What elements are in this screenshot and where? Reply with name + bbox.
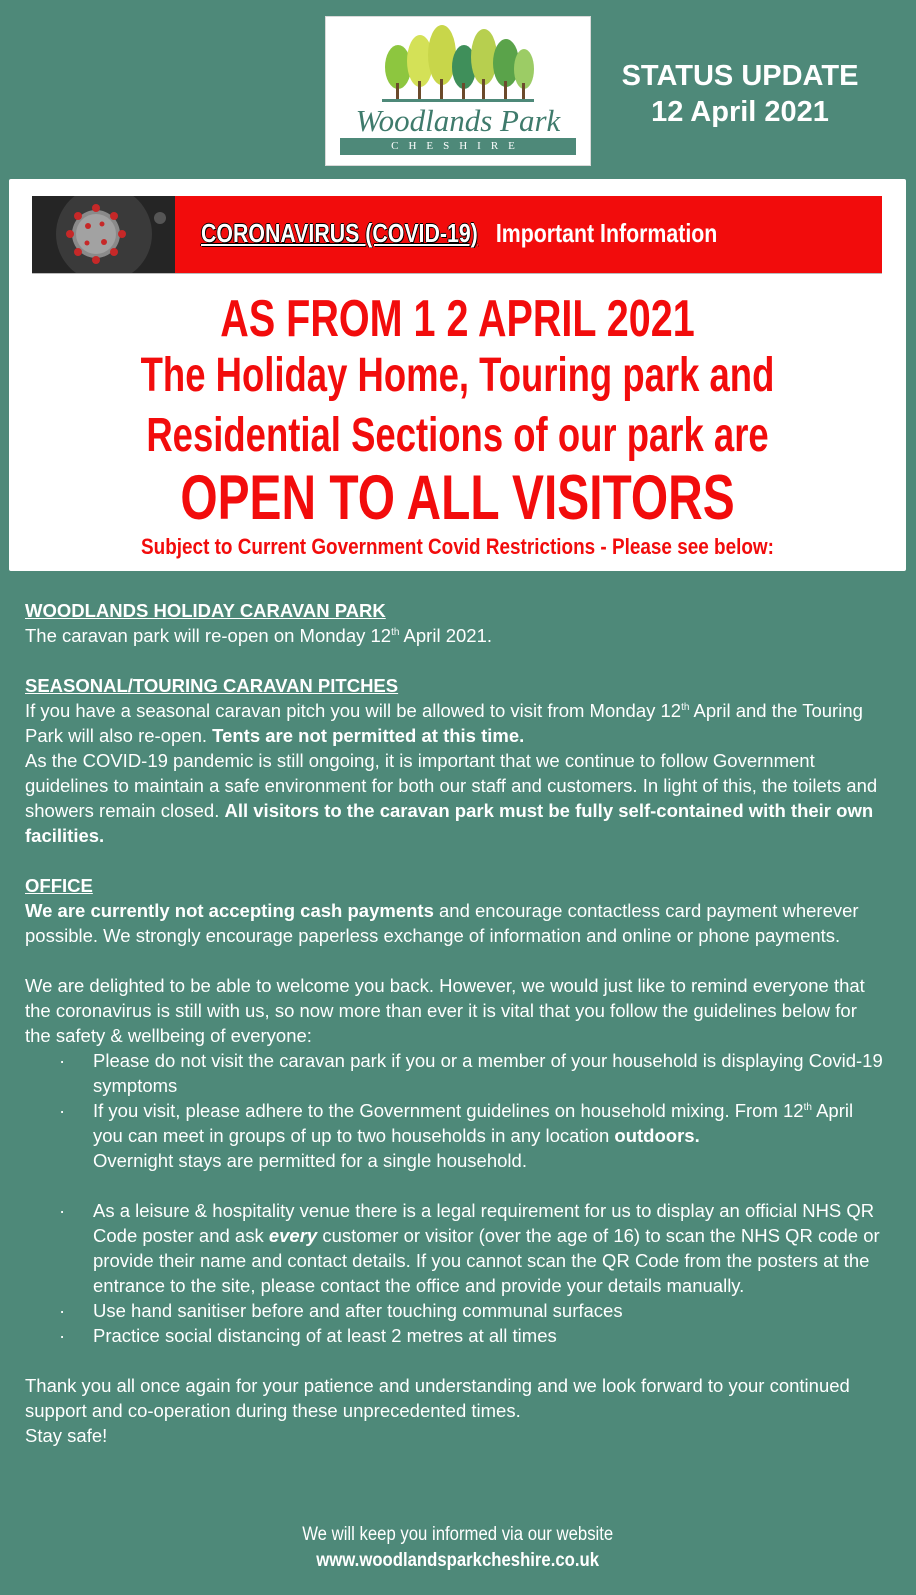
caravan-heading: WOODLANDS HOLIDAY CARAVAN PARK: [25, 600, 386, 621]
office-text: We are currently not accepting cash payments and encourage contactless card payment wherever possible. We strongly encourage paperless exchange of information and online or phone payments.: [25, 900, 859, 946]
covid-label: CORONAVIRUS (COVID-19): [201, 218, 478, 248]
footer: [0, 1522, 916, 1574]
list-item: · As a leisure & hospitality venue there is a legal requirement for us to display an official NHS QR Code poster and ask every customer or visitor (over the age of 16) to scan the NHS QR code or provide their name and contact details. If you cannot scan the QR Code from the posters at the entrance to the site, please contact the office and provide your details manually.: [59, 1200, 880, 1296]
list-item: · Practice social distancing of at least 2 metres at all times: [59, 1325, 557, 1346]
headline-line3: Residential Sections of our park are: [146, 409, 769, 462]
headline-date: AS FROM 1 2 APRIL 2021: [220, 290, 695, 348]
important-label: Important Information: [495, 218, 718, 248]
touring-heading: SEASONAL/TOURING CARAVAN PITCHES: [25, 675, 399, 696]
touring-text-2: As the COVID-19 pandemic is still ongoing, it is important that we continue to follow Government guidelines to maintain a safe environment for both our staff and customers. In light of this, the toilets and showers remain closed. All visitors to the caravan park must be fully self-contained with their own facilities.: [25, 750, 878, 846]
footer-text: We will keep you informed via our website: [302, 1524, 614, 1545]
announcement-banner: [9, 179, 906, 571]
caravan-text: The caravan park will re-open on Monday 12th April 2021.: [25, 625, 493, 646]
guidelines-list: [25, 1048, 885, 1348]
welcome-text: We are delighted to be able to welcome you back. However, we would just like to remind everyone that the coronavirus is still with us, so now more than ever it is vital that you follow the guidelines below for the safety & wellbeing of everyone:: [25, 975, 865, 1046]
touring-text: If you have a seasonal caravan pitch you will be allowed to visit from Monday 12th April and the Touring Park will also re-open. Tents are not permitted at this time.: [25, 700, 863, 746]
headline-open: OPEN TO ALL VISITORS: [180, 463, 735, 533]
logo-subtitle: CHESHIRE: [340, 138, 576, 155]
thanks-text: Thank you all once again for your patience and understanding and we look forward to your continued support and co-operation during these unprecedented times.: [25, 1375, 850, 1421]
trees-logo-icon: [378, 23, 538, 105]
list-spacer: [25, 1173, 885, 1198]
website-link[interactable]: www.woodlandsparkcheshire.co.uk: [316, 1550, 600, 1571]
covid-header-bar: [32, 196, 882, 273]
list-item: · If you visit, please adhere to the Government guidelines on household mixing. From 12th April you can meet in groups of up to two households in any location outdoors. Overnight stays are permitted for a single household.: [59, 1100, 854, 1171]
status-title: STATUS UPDATE: [621, 60, 859, 92]
stay-safe-text: Stay safe!: [25, 1425, 108, 1446]
logo-name: Woodlands Park: [355, 103, 561, 138]
headline-subject: Subject to Current Government Covid Restrictions - Please see below:: [141, 534, 774, 559]
body-content: [25, 598, 885, 1448]
status-update: [610, 58, 870, 130]
park-logo: [325, 16, 591, 166]
covid-title: [201, 218, 717, 249]
list-item: · Use hand sanitiser before and after touching communal surfaces: [59, 1300, 623, 1321]
status-date: 12 April 2021: [651, 96, 829, 128]
headline-line2: The Holiday Home, Touring park and: [140, 349, 775, 402]
list-item: · Please do not visit the caravan park if you or a member of your household is displaying Covid-19 symptoms: [59, 1050, 883, 1096]
virus-image: [32, 196, 175, 273]
office-heading: OFFICE: [25, 875, 93, 896]
